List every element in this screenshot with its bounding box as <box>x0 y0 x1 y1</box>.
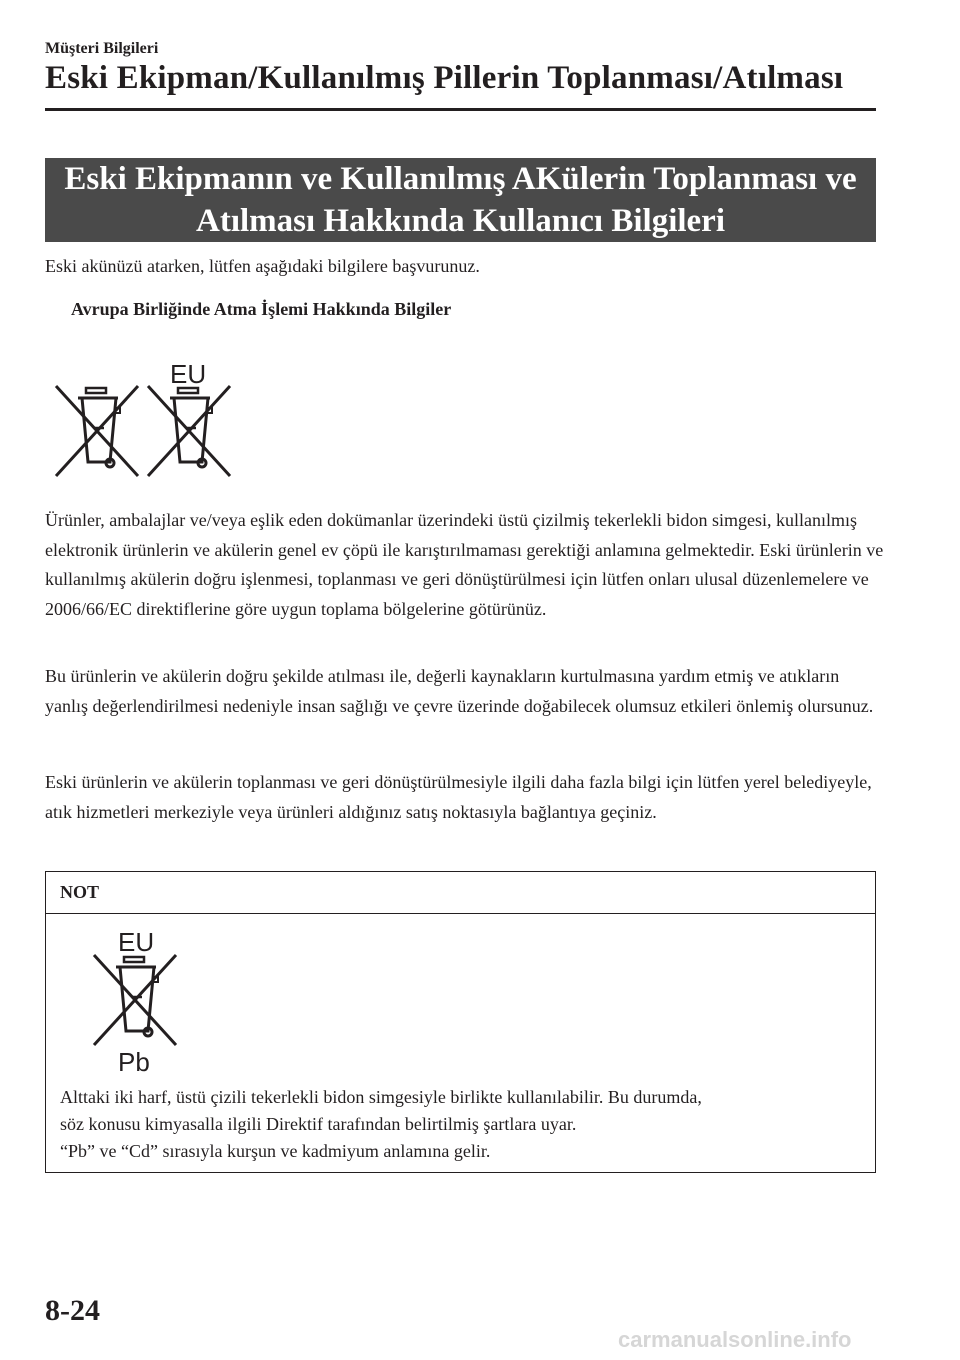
paragraph-2: Bu ürünlerin ve akülerin doğru şekilde atılması ile, değerli kaynakların kurtulmasına yardım etmiş ve atıkların yanlış değerlendirilmesi nedeniyle insan sağlığı ve çevre üzerinde doğabilecek olumsuz etkileri önlemiş olursunuz. <box>45 666 874 716</box>
banner-line-2: Atılması Hakkında Kullanıcı Bilgileri <box>196 203 725 239</box>
note-heading: NOT <box>46 872 875 914</box>
weee-symbols <box>52 358 242 483</box>
intro-text: Eski akünüzü atarken, lütfen aşağıdaki bilgilere başvurunuz. <box>45 256 480 276</box>
title-rule <box>45 108 876 111</box>
paragraph-1: Ürünler, ambalajlar ve/veya eşlik eden dokümanlar üzerindeki üstü çizilmiş tekerlekli bidon simgesi, kullanılmış elektronik ürünlerin ve akülerin genel ev çöpü ile karıştırılmaması gerektiği anlamına gelmektedir. Eski ürünlerin ve kullanılmış akülerin doğru işlenmesi, toplanması ve geri dönüştürülmesi için lütfen onları ulusal düzenlemelere ve 2006/66/EC direktiflerine göre uygun toplama bölgelerine götürünüz. <box>45 510 884 619</box>
page-title: Eski Ekipman/Kullanılmış Pillerin Toplanması/Atılması <box>45 60 844 96</box>
banner-line-1: Eski Ekipmanın ve Kullanılmış AKülerin Toplanması ve <box>64 161 857 197</box>
note-text <box>60 1084 870 1165</box>
crossed-bin-icon <box>56 386 138 476</box>
note-line-2: söz konusu kimyasalla ilgili Direktif tarafından belirtilmiş şartlara uyar. <box>60 1114 577 1134</box>
crossed-bin-icon <box>94 955 176 1045</box>
note-line-3: “Pb” ve “Cd” sırasıyla kurşun ve kadmiyum anlamına gelir. <box>60 1141 491 1161</box>
note-line-1: Alttaki iki harf, üstü çizili tekerlekli bidon simgesiyle birlikte kullanılabilir. Bu durumda, <box>60 1087 702 1107</box>
subheading: Avrupa Birliğinde Atma İşlemi Hakkında Bilgiler <box>71 299 452 319</box>
pb-label: Pb <box>118 1047 150 1077</box>
page-number: 8-24 <box>45 1294 100 1327</box>
weee-pb-symbol <box>90 927 190 1077</box>
eu-label: EU <box>170 359 207 389</box>
section-label: Müşteri Bilgileri <box>45 40 159 57</box>
paragraph-3: Eski ürünlerin ve akülerin toplanması ve geri dönüştürülmesiyle ilgili daha fazla bilgi için lütfen yerel belediyeyle, atık hizmetleri merkeziyle veya ürünleri aldığınız satış noktasıyla bağlantıya geçiniz. <box>45 772 872 822</box>
watermark: carmanualsonline.info <box>618 1327 852 1352</box>
eu-label: EU <box>118 927 155 957</box>
section-banner <box>45 158 876 242</box>
note-box <box>45 871 876 1173</box>
crossed-bin-icon <box>148 386 230 476</box>
